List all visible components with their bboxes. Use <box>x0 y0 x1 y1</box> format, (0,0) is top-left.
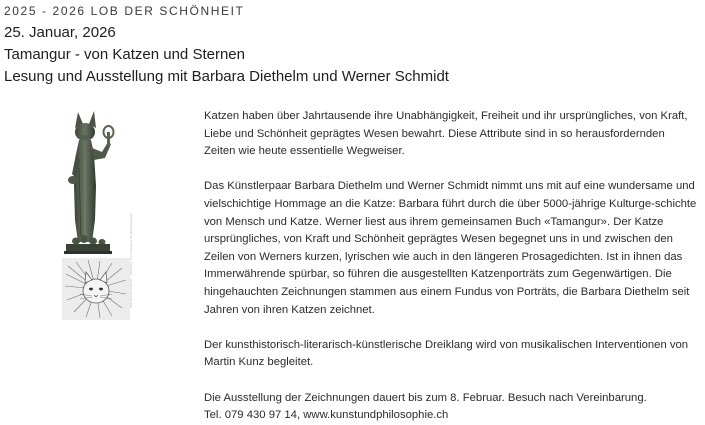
paragraph-exhibition <box>204 390 699 425</box>
cat-drawing-image <box>62 258 130 320</box>
event-subtitle: Lesung und Ausstellung mit Barbara Diethelm und Werner Schmidt <box>4 68 449 85</box>
event-title: Tamangur - von Katzen und Sternen <box>4 46 245 63</box>
image-credit: Bild: Barbara Diethelm · Abbildung: The Trustees of the British Museum <box>129 213 133 308</box>
phone-number: Tel. 079 430 97 14, <box>204 409 304 422</box>
bronze-cat-goddess-statue-icon <box>58 108 138 256</box>
event-date: 25. Januar, 2026 <box>4 24 116 41</box>
paragraph-music: Der kunsthistorisch-literarisch-künstlerische Dreiklang wird von musikalischen Interventionen von Martin Kunz begleitet. <box>204 338 689 369</box>
paragraph-intro: Katzen haben über Jahrtausende ihre Unabhängigkeit, Freiheit und ihr ursprüngliches, von Kraft, Liebe und Schönheit geprägtes Wesen bewahrt. Diese Attribute sind in so herausfordernden Zeiten wie heute essentielle Wegweiser. <box>204 110 688 158</box>
exhibition-dates: Die Ausstellung der Zeichnungen dauert bis zum 8. Februar. Besuch nach Vereinbarung. <box>204 391 647 404</box>
series-label: 2025 - 2026 LOB DER SCHÖNHEIT <box>4 4 245 18</box>
cat-statue-image <box>58 108 138 256</box>
article-body <box>204 108 699 425</box>
paragraph-artists: Das Künstlerpaar Barbara Diethelm und Werner Schmidt nimmt uns mit auf eine wundersame und vielschichtige Hommage an die Katze: Barbara führt durch die über 5000-jährige Kulturge-schichte von Mensch und Katze. Werner liest aus ihrem gemeinsamen Buch «Tamangur». Der Katze ursprüngliches, von Kraft und Schönheit geprägtes Wesen begegnet uns in und zwischen den Zeilen von Werners kurzen, lyrischen wie auch in den längeren Prosagedichten. Ist in ihnen das Immerwährende spürbar, so führen die ausgestellten Katzenporträts zum Gegenwärtigen. Die hingehauchten Zeichnungen stammen aus einem Fundus von Porträts, die Barbara Diethelm seit Jahren von ihren Katzen zeichnet. <box>204 180 697 316</box>
cat-portrait-drawing-icon <box>62 258 130 320</box>
website-link[interactable]: www.kunstundphilosophie.ch <box>303 409 449 422</box>
